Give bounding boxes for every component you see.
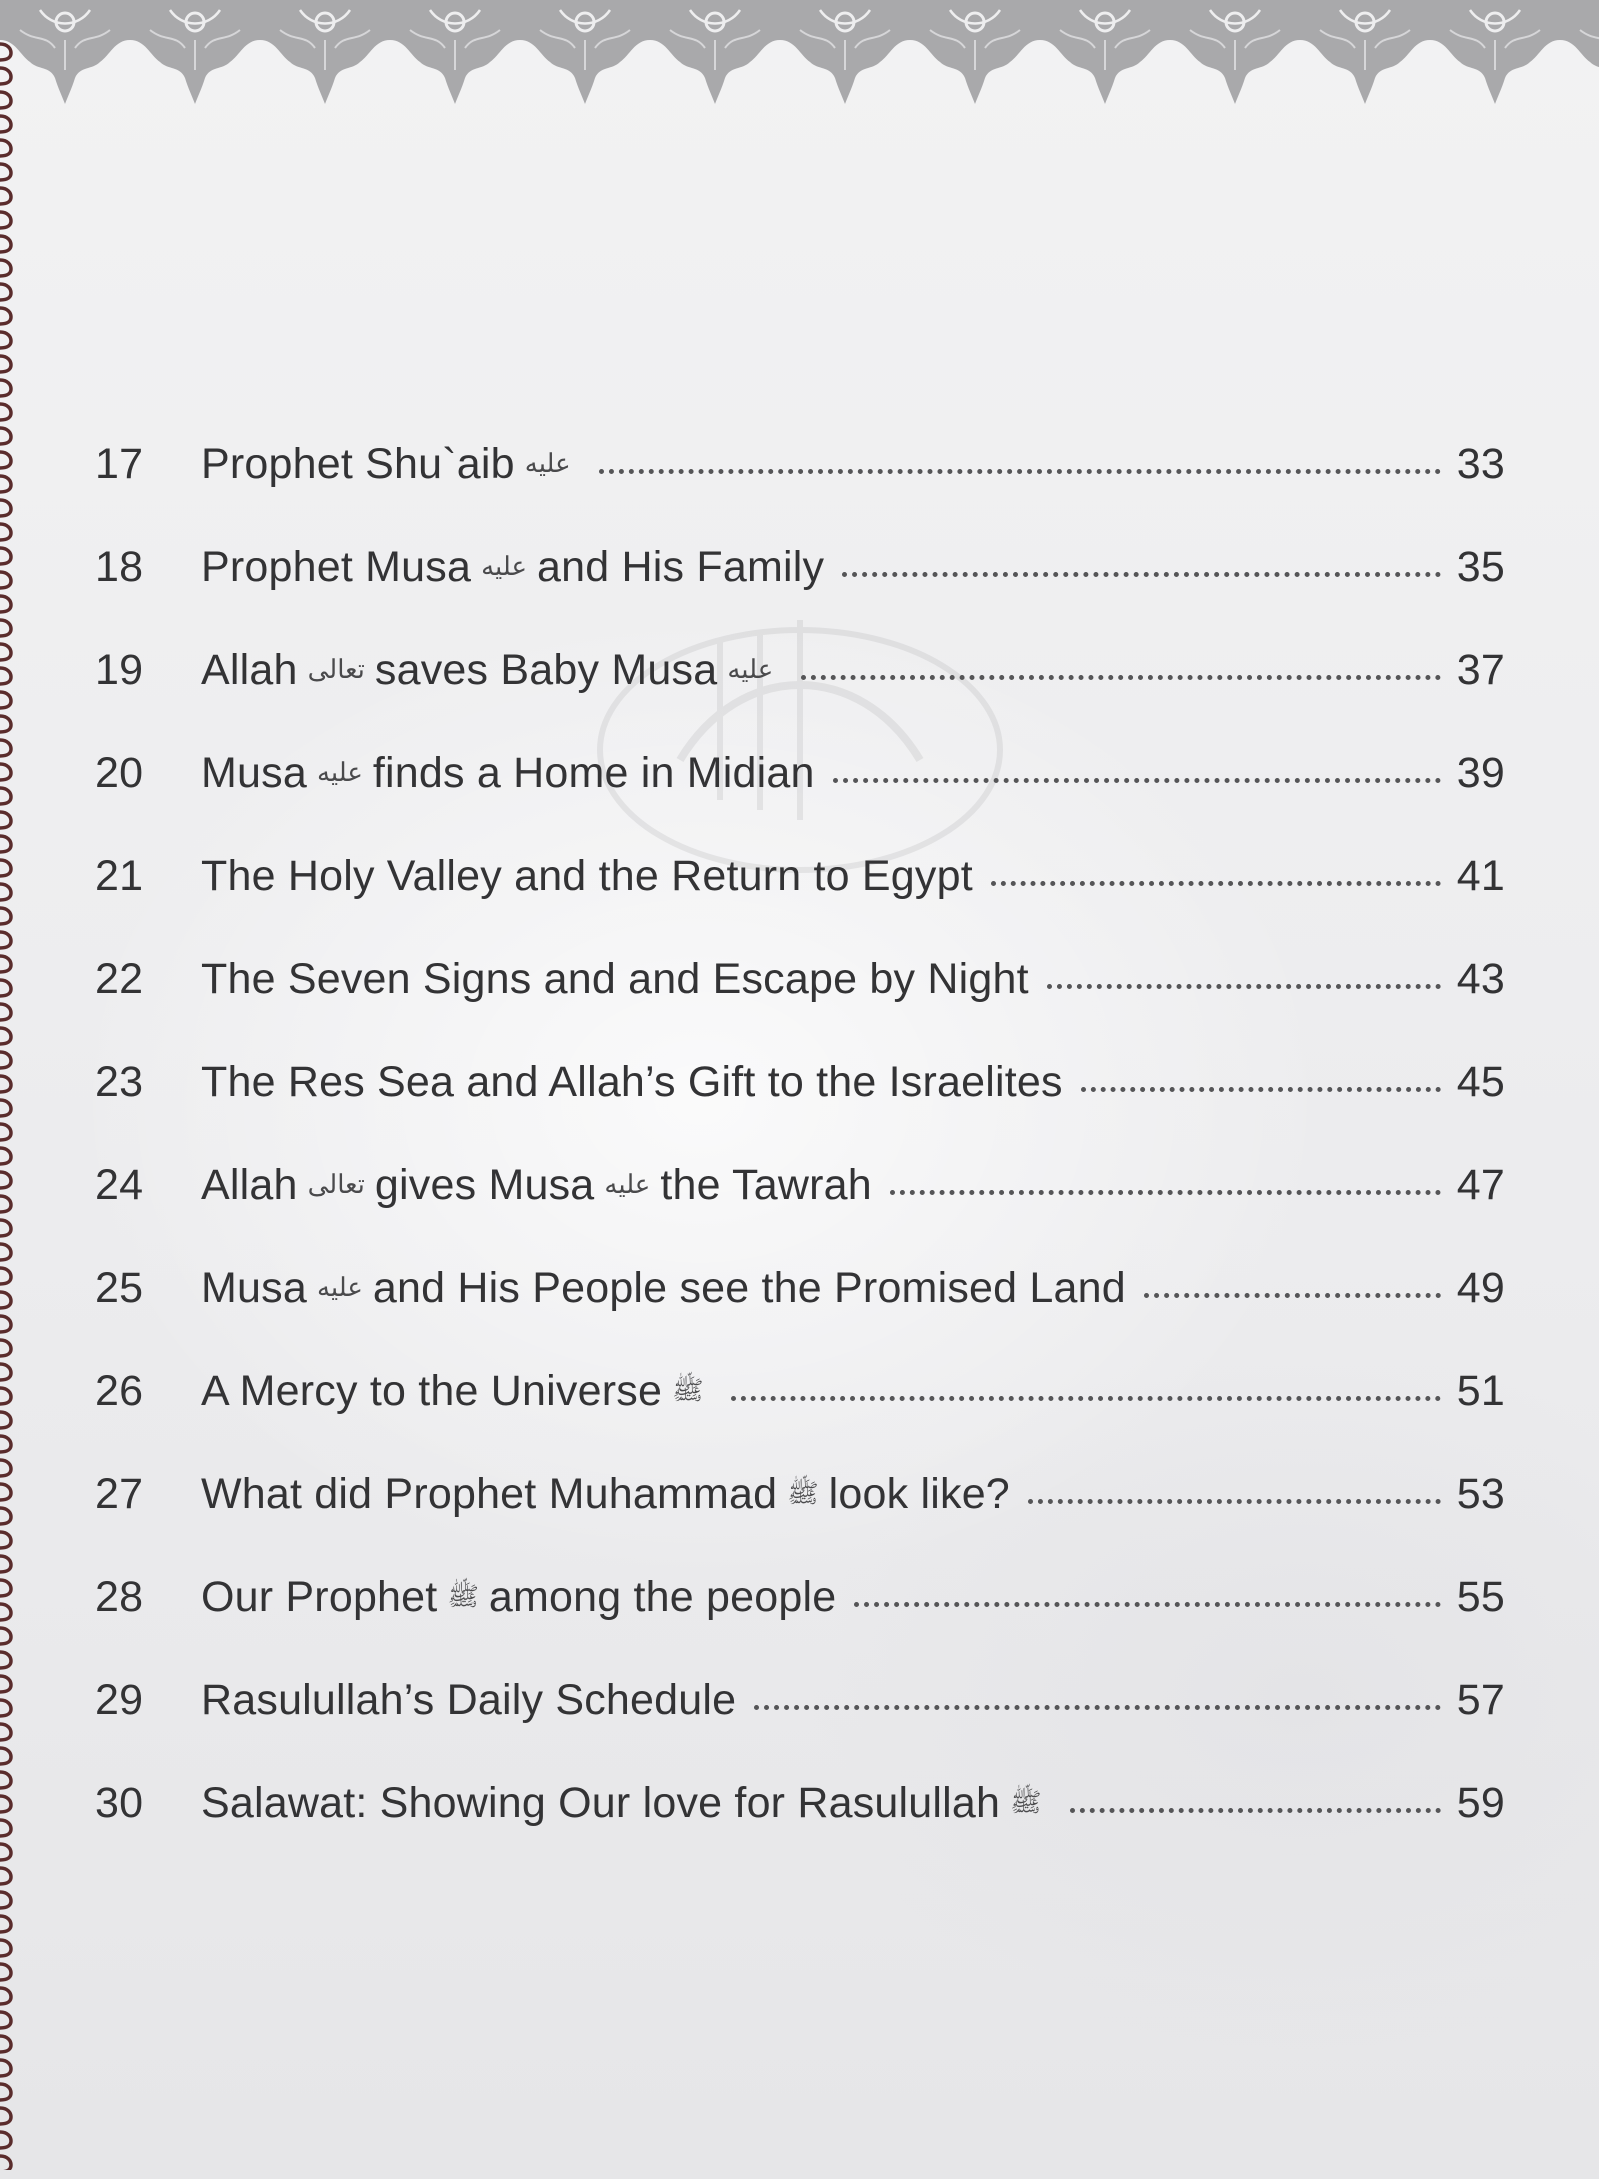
chapter-number: 19 (95, 646, 144, 694)
honorific-calligraphy-icon: تعالى (307, 655, 365, 685)
toc-entry[interactable] (95, 440, 1505, 543)
chapter-number: 28 (95, 1573, 144, 1621)
honorific-calligraphy-icon: تعالى (307, 1170, 365, 1200)
toc-entry[interactable] (95, 1058, 1505, 1161)
honorific-calligraphy-icon: عليه (524, 449, 571, 479)
toc-entry[interactable] (95, 955, 1505, 1058)
dot-leader (854, 1602, 1441, 1607)
dot-leader (1028, 1499, 1441, 1504)
spiral-binding (0, 40, 16, 2170)
page-number: 57 (1456, 1676, 1505, 1724)
toc-entry[interactable] (95, 1264, 1505, 1367)
chapter-title: Allah تعالى saves Baby Musa عليه (201, 646, 783, 695)
page-number: 39 (1456, 749, 1505, 797)
dot-leader (599, 469, 1441, 474)
dot-leader (1144, 1293, 1441, 1298)
page-number: 35 (1456, 543, 1505, 591)
chapter-title: Musa عليه finds a Home in Midian (201, 749, 815, 797)
dot-leader (754, 1705, 1441, 1710)
page-number: 45 (1456, 1058, 1505, 1106)
page-number: 41 (1456, 852, 1505, 900)
dot-leader (991, 881, 1441, 886)
chapter-title: The Seven Signs and and Escape by Night (201, 955, 1029, 1003)
toc-entry[interactable] (95, 1161, 1505, 1264)
toc-entry[interactable] (95, 1779, 1505, 1882)
chapter-title: Prophet Shu`aib عليه (201, 440, 581, 489)
dot-leader (1070, 1808, 1441, 1813)
honorific-calligraphy-icon: عليه (727, 655, 774, 685)
chapter-number: 20 (95, 749, 144, 797)
chapter-title: The Res Sea and Allah’s Gift to the Israelites (201, 1058, 1063, 1106)
page-number: 43 (1456, 955, 1505, 1003)
chapter-title: The Holy Valley and the Return to Egypt (201, 852, 973, 900)
honorific-calligraphy-icon: ﷺ (1010, 1788, 1042, 1818)
chapter-title: Rasulullah’s Daily Schedule (201, 1676, 737, 1724)
toc-entry[interactable] (95, 1676, 1505, 1779)
honorific-calligraphy-icon: عليه (316, 1273, 363, 1303)
honorific-calligraphy-icon: ﷺ (672, 1376, 704, 1406)
toc-entry[interactable] (95, 749, 1505, 852)
toc-entry[interactable] (95, 1470, 1505, 1573)
chapter-number: 25 (95, 1264, 144, 1312)
chapter-title: Allah تعالى gives Musa عليه the Tawrah (201, 1161, 872, 1209)
honorific-calligraphy-icon: عليه (316, 758, 363, 788)
chapter-title: Salawat: Showing Our love for Rasulullah ﷺ (201, 1779, 1052, 1828)
honorific-calligraphy-icon: ﷺ (787, 1479, 819, 1509)
dot-leader (842, 572, 1441, 577)
chapter-title: What did Prophet Muhammad ﷺ look like? (201, 1470, 1010, 1518)
dot-leader (731, 1396, 1441, 1401)
chapter-title: Our Prophet ﷺ among the people (201, 1573, 837, 1621)
chapter-title: A Mercy to the Universe ﷺ (201, 1367, 713, 1416)
decorative-arabesque-border (0, 0, 1599, 115)
chapter-number: 24 (95, 1161, 144, 1209)
page-number: 49 (1456, 1264, 1505, 1312)
dot-leader (833, 778, 1441, 783)
chapter-number: 17 (95, 440, 144, 488)
chapter-title: Musa عليه and His People see the Promised Land (201, 1264, 1126, 1312)
chapter-number: 21 (95, 852, 144, 900)
toc-entry[interactable] (95, 1573, 1505, 1676)
chapter-number: 27 (95, 1470, 144, 1518)
toc-entry[interactable] (95, 646, 1505, 749)
dot-leader (1081, 1087, 1441, 1092)
chapter-number: 26 (95, 1367, 144, 1415)
honorific-calligraphy-icon: عليه (604, 1170, 651, 1200)
dot-leader (801, 675, 1441, 680)
page-number: 53 (1456, 1470, 1505, 1518)
page-number: 51 (1456, 1367, 1505, 1415)
honorific-calligraphy-icon: ﷺ (447, 1582, 479, 1612)
honorific-calligraphy-icon: عليه (481, 552, 528, 582)
dot-leader (1047, 984, 1441, 989)
toc-entry[interactable] (95, 1367, 1505, 1470)
chapter-number: 30 (95, 1779, 144, 1827)
chapter-number: 22 (95, 955, 144, 1003)
toc-entry[interactable] (95, 852, 1505, 955)
dot-leader (890, 1190, 1441, 1195)
chapter-number: 29 (95, 1676, 144, 1724)
toc-entry[interactable] (95, 543, 1505, 646)
chapter-number: 18 (95, 543, 144, 591)
page-number: 47 (1456, 1161, 1505, 1209)
page-number: 33 (1456, 440, 1505, 488)
page-number: 37 (1456, 646, 1505, 694)
page-number: 59 (1456, 1779, 1505, 1827)
chapter-number: 23 (95, 1058, 144, 1106)
page-number: 55 (1456, 1573, 1505, 1621)
chapter-title: Prophet Musa عليه and His Family (201, 543, 825, 591)
table-of-contents (95, 440, 1505, 1882)
